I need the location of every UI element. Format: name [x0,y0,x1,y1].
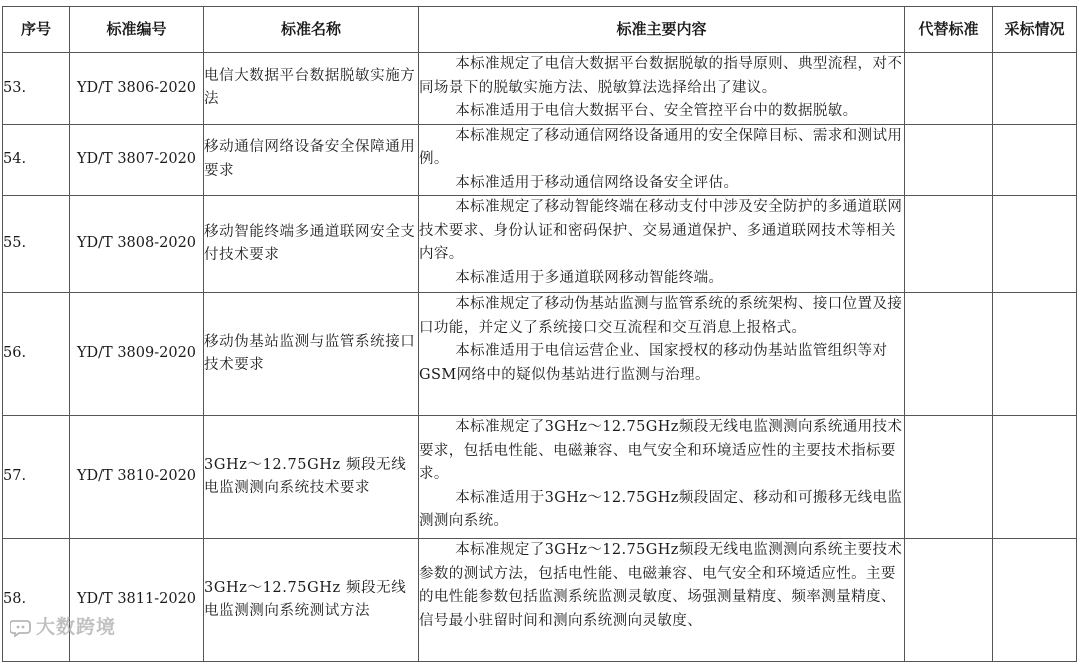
table-row [3,293,1077,416]
table-header-row [3,7,1077,53]
row-standard-code: YD/T 3808-2020 [70,196,204,293]
row-adoption-status [993,196,1077,293]
row-standard-name: 3GHz～12.75GHz 频段无线电监测测向系统测试方法 [204,539,419,662]
row-standard-code: YD/T 3811-2020 [70,539,204,662]
row-serial-number: 53. [3,53,70,125]
row-main-content [419,416,905,539]
row-standard-code: YD/T 3806-2020 [70,53,204,125]
content-paragraph: 本标准适用于移动通信网络设备安全评估。 [455,174,739,191]
row-adoption-status [993,293,1077,416]
standards-table [2,6,1077,662]
row-adoption-status [993,53,1077,125]
row-adoption-status [993,416,1077,539]
row-replaced-standard [905,539,993,662]
row-replaced-standard [905,196,993,293]
row-serial-number: 57. [3,416,70,539]
table-row [3,196,1077,293]
row-serial-number: 55. [3,196,70,293]
row-adoption-status [993,539,1077,662]
table-row [3,416,1077,539]
row-replaced-standard [905,53,993,125]
table-row [3,124,1077,196]
watermark-text: 大数跨境 [36,616,117,638]
row-standard-name: 移动智能终端多通道联网安全支付技术要求 [204,196,419,293]
row-main-content [419,124,905,196]
content-paragraph: 本标准适用于多通道联网移动智能终端。 [455,269,724,286]
row-serial-number: 54. [3,124,70,196]
chat-bubble-icon [10,619,32,637]
row-replaced-standard [905,124,993,196]
row-main-content [419,53,905,125]
content-paragraph: 本标准规定了移动通信网络设备通用的安全保障目标、需求和测试用例。 [419,127,903,167]
table-row [3,539,1077,662]
row-adoption-status [993,124,1077,196]
row-standard-name: 电信大数据平台数据脱敏实施方法 [204,53,419,125]
row-standard-code: YD/T 3807-2020 [70,124,204,196]
row-main-content [419,539,905,662]
header-main-content: 标准主要内容 [419,7,905,53]
content-paragraph: 本标准适用于电信运营企业、国家授权的移动伪基站监管组织等对GSM网络中的疑似伪基站进行监测与治理。 [419,343,888,383]
row-standard-name: 3GHz～12.75GHz 频段无线电监测测向系统技术要求 [204,416,419,539]
row-serial-number: 56. [3,293,70,416]
content-paragraph: 本标准规定了3GHz～12.75GHz频段无线电监测测向系统主要技术参数的测试方法，包括电性能、电磁兼容、电气安全和环境适应性。主要的电性能参数包括监测系统监测灵敏度、场强测量精度、频率测量精度、信号最小驻留时间和测向系统测向灵敏度、 [419,542,903,629]
content-paragraph: 本标准适用于电信大数据平台、安全管控平台中的数据脱敏。 [455,103,858,119]
header-adoption-status: 采标情况 [993,7,1077,53]
row-main-content [419,196,905,293]
row-main-content [419,293,905,416]
row-standard-name: 移动通信网络设备安全保障通用要求 [204,124,419,196]
table-row [3,53,1077,125]
header-serial-number: 序号 [3,7,70,53]
content-paragraph: 本标准规定了3GHz～12.75GHz频段无线电监测测向系统通用技术要求，包括电性能、电磁兼容、电气安全和环境适应性的主要技术指标要求。 [419,419,903,482]
header-standard-code: 标准编号 [70,7,204,53]
row-replaced-standard [905,416,993,539]
row-replaced-standard [905,293,993,416]
watermark [10,612,116,639]
header-standard-name: 标准名称 [204,7,419,53]
row-standard-code: YD/T 3810-2020 [70,416,204,539]
content-paragraph: 本标准适用于3GHz～12.75GHz频段固定、移动和可搬移无线电监测测向系统。 [419,489,903,529]
row-standard-code: YD/T 3809-2020 [70,293,204,416]
row-standard-name: 移动伪基站监测与监管系统接口技术要求 [204,293,419,416]
content-paragraph: 本标准规定了电信大数据平台数据脱敏的指导原则、典型流程，对不同场景下的脱敏实施方法、脱敏算法选择给出了建议。 [419,56,903,96]
header-replaced-standard: 代替标准 [905,7,993,53]
content-paragraph: 本标准规定了移动伪基站监测与监管系统的系统架构、接口位置及接口功能，并定义了系统接口交互流程和交互消息上报格式。 [419,296,903,336]
row-serial-number: 58. [3,539,70,662]
content-paragraph: 本标准规定了移动智能终端在移动支付中涉及安全防护的多通道联网技术要求、身份认证和密码保护、交易通道保护、多通道联网技术等相关内容。 [419,199,903,262]
